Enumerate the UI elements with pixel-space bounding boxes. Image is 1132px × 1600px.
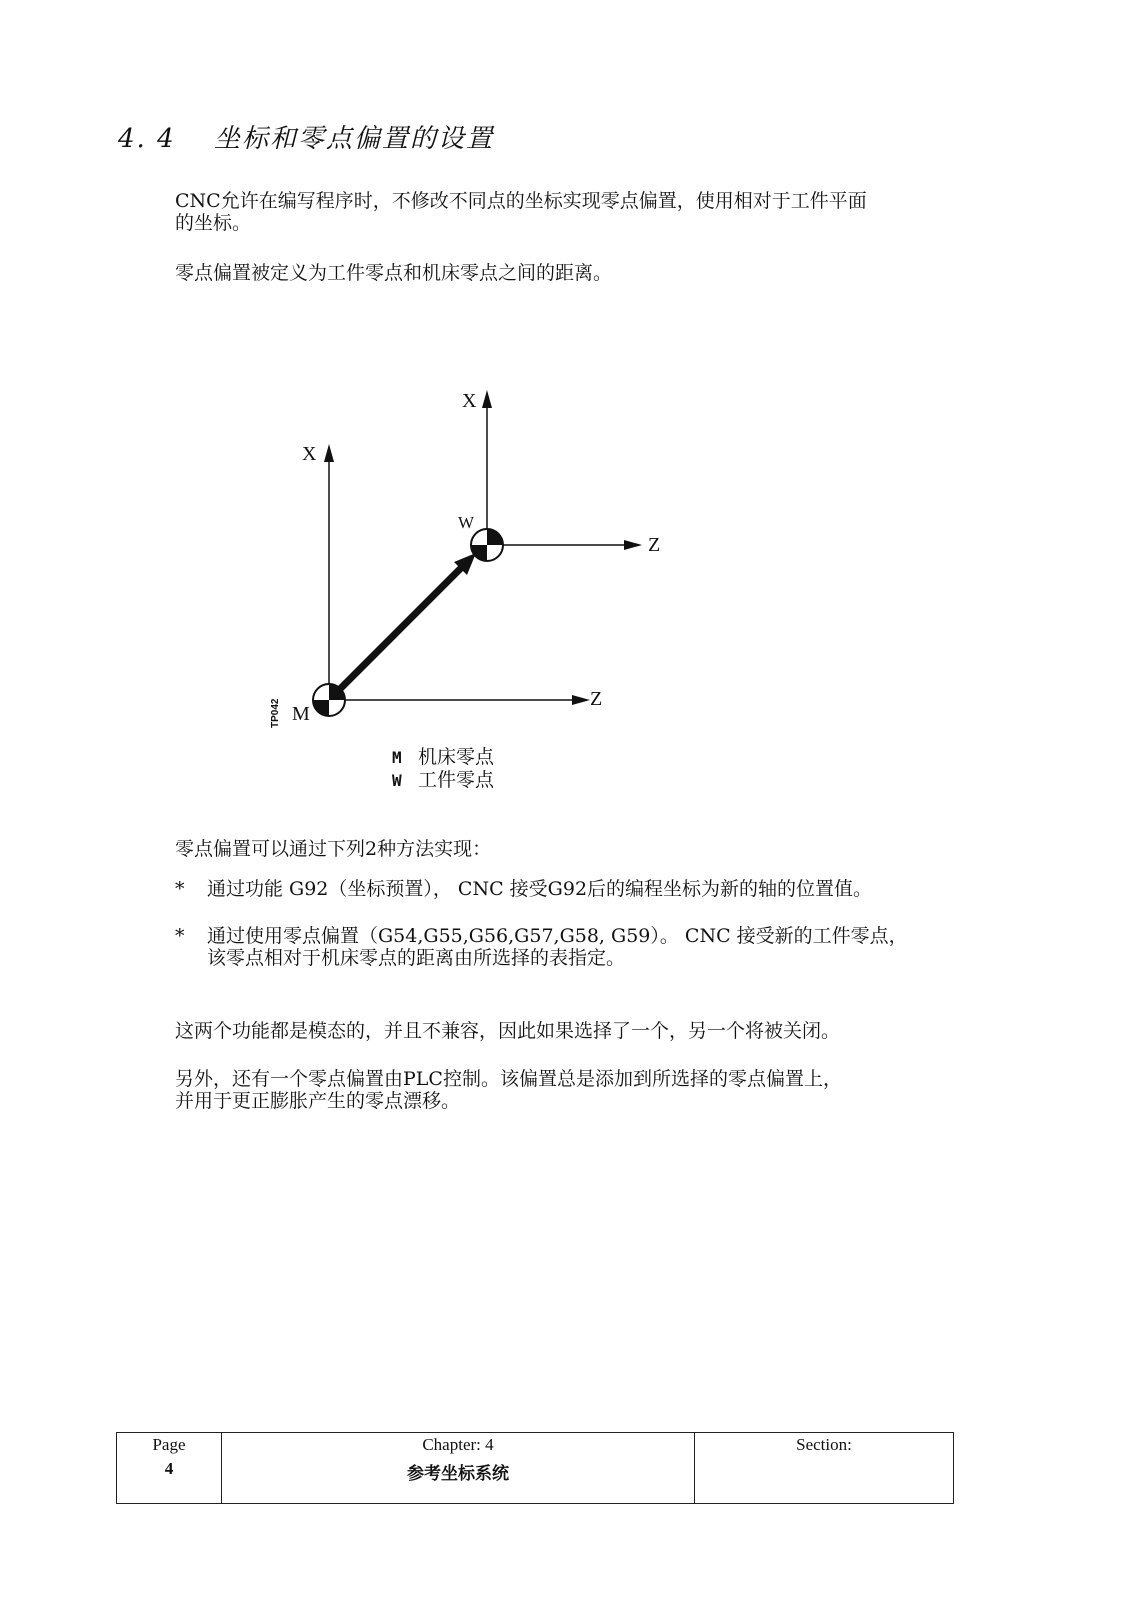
figure-code: TP042 [270,698,281,728]
footer-section-label: Section: [796,1435,852,1454]
bullet-line: 通过功能 G92（坐标预置）， CNC 接受G92后的编程坐标为新的轴的位置值。 [207,878,873,900]
bullet-line: 该零点相对于机床零点的距离由所选择的表指定。 [207,947,626,969]
legend-item [392,769,494,792]
section-title: 坐标和零点偏置的设置 [214,124,495,154]
legend-item [392,746,494,769]
legend-text: 工件零点 [418,769,495,791]
bullet-line: 通过使用零点偏置（G54,G55,G56,G57,G58, G59）。 CNC 接受新的工件零点， [207,925,908,947]
bullet-star: * [175,878,185,900]
definition-paragraph: 零点偏置被定义为工件零点和机床零点之间的距离。 [175,262,613,284]
machine-z-label: Z [590,688,603,710]
work-x-label: X [462,390,477,412]
bullet-zero-offsets [175,925,965,973]
intro-line-2: 的坐标。 [175,212,252,234]
intro-line-1: CNC允许在编写程序时，不修改不同点的坐标实现零点偏置，使用相对于工件平面 [175,190,867,212]
footer-chapter-label: Chapter: 4 [422,1435,494,1454]
page-footer [116,1432,954,1504]
footer-page-cell [117,1433,222,1504]
legend-text: 机床零点 [418,746,495,768]
footer-page-number: 4 [164,1459,174,1478]
bullet-star: * [175,925,185,947]
methods-intro: 零点偏置可以通过下列2种方法实现： [175,838,492,860]
section-number: 4. 4 [118,124,176,154]
footer-page-label: Page [152,1435,186,1454]
diagram-legend [392,746,494,792]
footer-section-cell [695,1433,954,1504]
plc-line-2: 并用于更正膨胀产生的零点漂移。 [175,1090,461,1112]
bullet-g92 [175,878,965,902]
work-z-arrow-icon [624,540,642,550]
plc-line-1: 另外，还有一个零点偏置由PLC控制。该偏置总是添加到所选择的零点偏置上， [175,1068,842,1090]
work-z-label: Z [648,534,661,556]
modal-paragraph: 这两个功能都是模态的，并且不兼容，因此如果选择了一个，另一个将被关闭。 [175,1020,841,1042]
plc-paragraph [175,1068,965,1112]
legend-key: M [392,748,402,767]
footer-chapter-cell [222,1433,695,1504]
footer-chapter-title: 参考坐标系统 [407,1464,509,1483]
machine-zero-label: M [292,703,310,725]
work-x-arrow-icon [482,390,492,408]
offset-vector [335,567,462,694]
machine-x-arrow-icon [324,444,334,462]
legend-key: W [392,771,402,790]
machine-zero-icon [313,684,345,716]
work-zero-icon [471,529,503,561]
machine-x-label: X [302,443,317,465]
work-zero-label: W [458,513,475,532]
machine-z-arrow-icon [572,695,590,705]
